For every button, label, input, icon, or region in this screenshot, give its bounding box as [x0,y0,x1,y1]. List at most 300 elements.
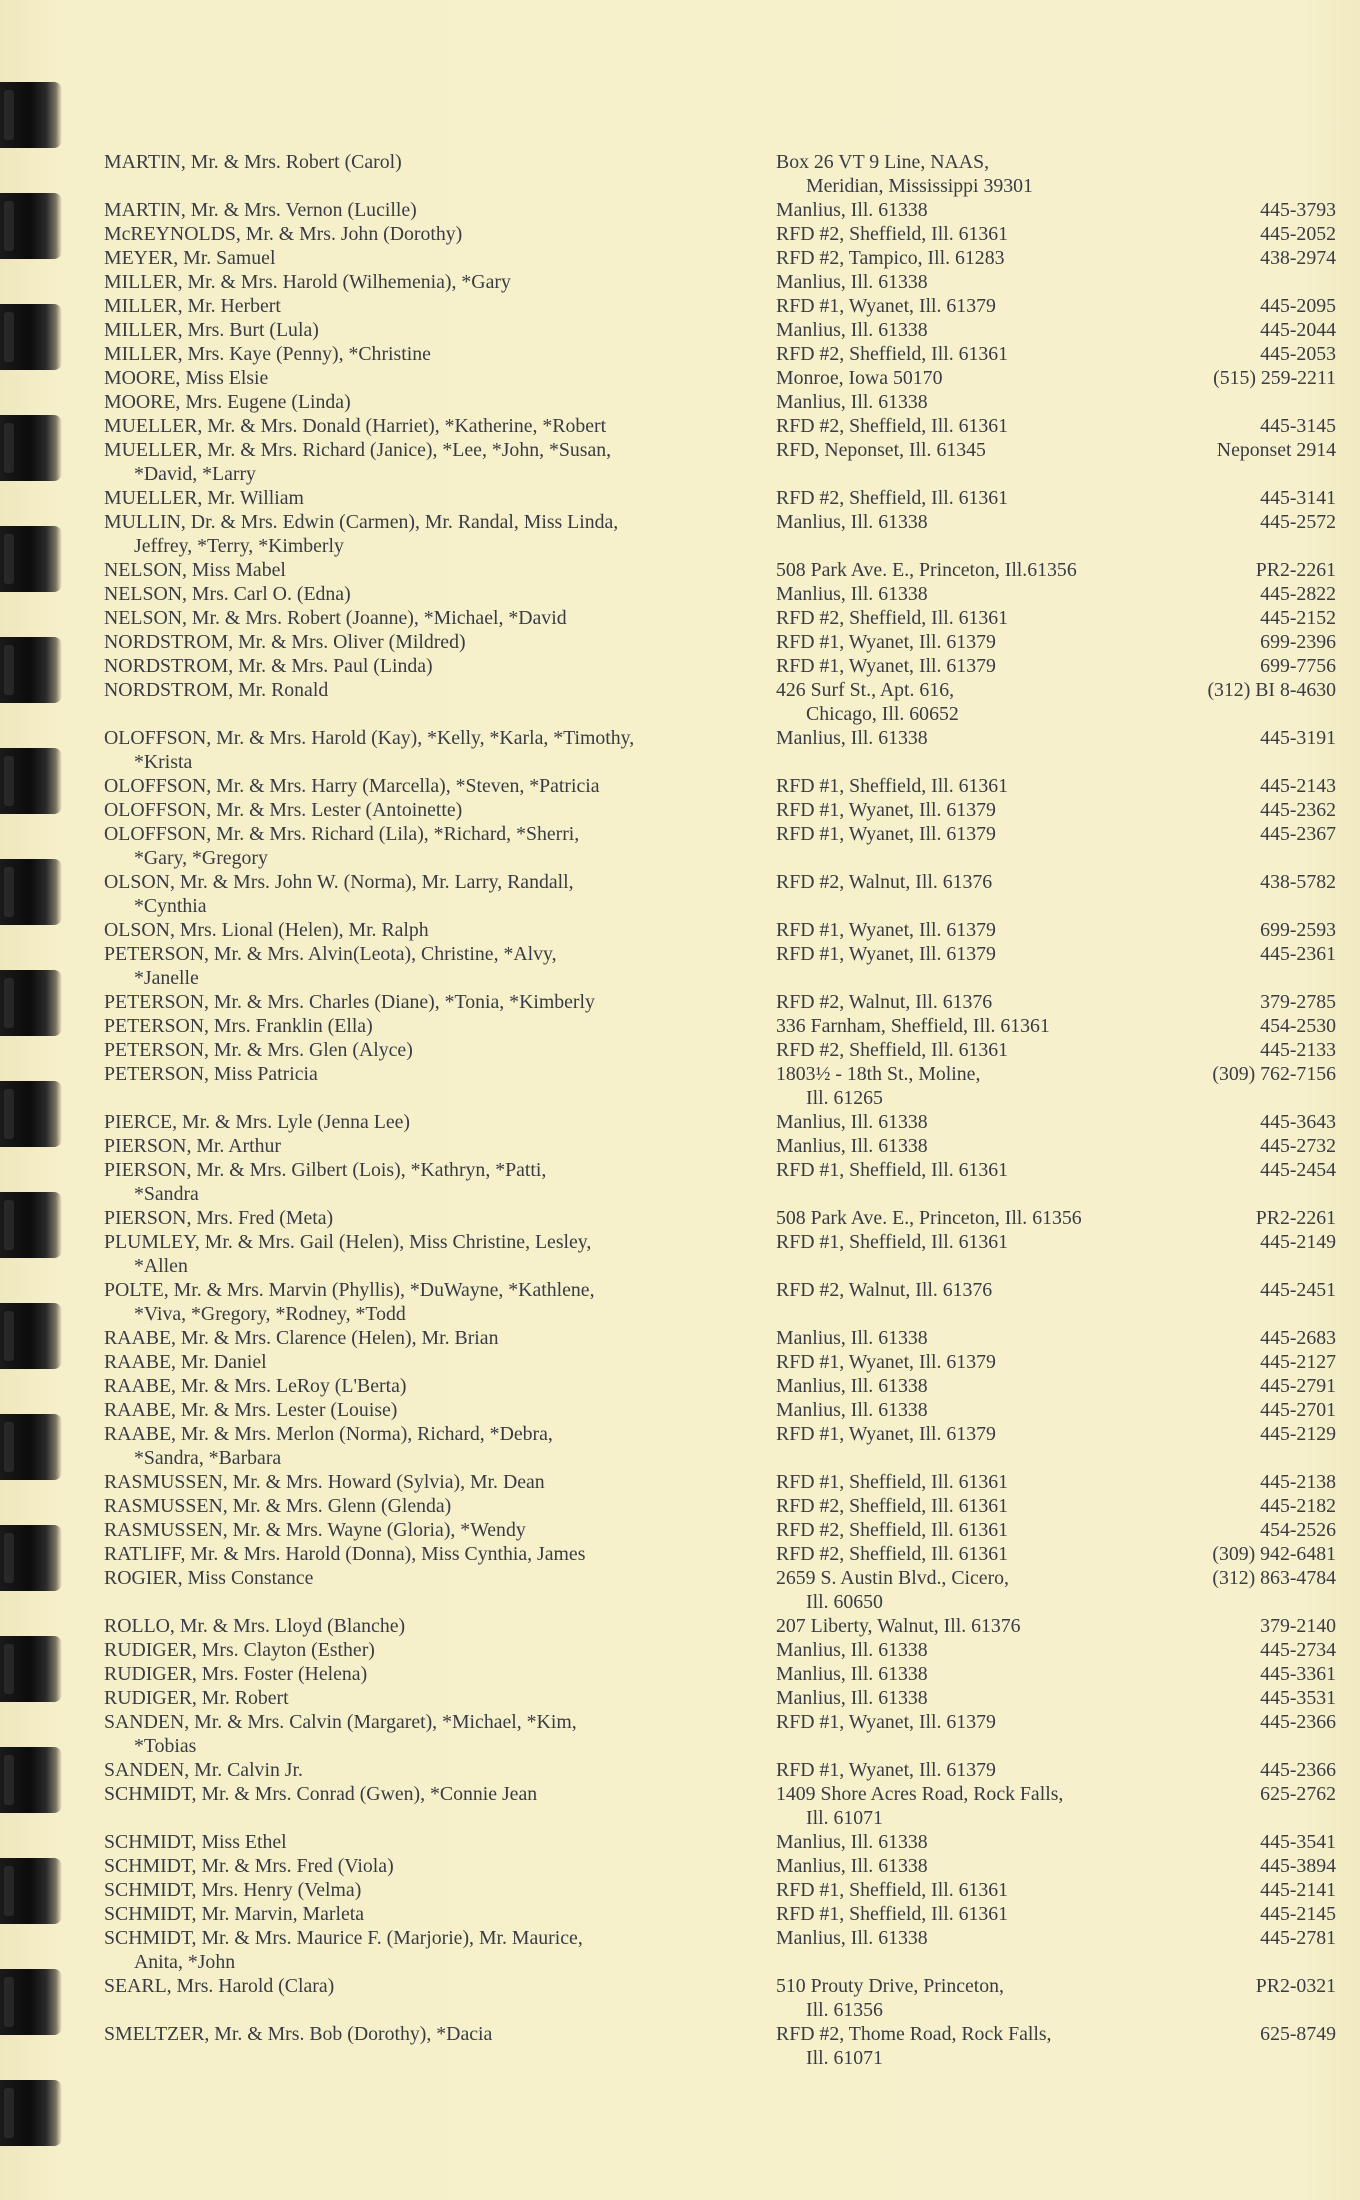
entry-address-continued: Ill. 61071 [806,1807,883,1829]
binding-ring [0,82,62,148]
entry-line [104,894,1336,918]
entry-line [104,174,1336,198]
entry-phone: 445-2145 [1260,1903,1336,1925]
binding-ring [0,859,62,925]
entry-name: MOORE, Miss Elsie [104,367,269,389]
directory-entry [104,1758,1336,1782]
entry-name: PETERSON, Mrs. Franklin (Ella) [104,1015,373,1037]
entry-address-continued: Meridian, Mississippi 39301 [806,175,1033,197]
entry-address: Manlius, Ill. 61338 [776,1111,928,1133]
directory-entry [104,1686,1336,1710]
entry-name: MUELLER, Mr. & Mrs. Donald (Harriet), *Katherine, *Robert [104,415,607,437]
entry-address: RFD #2, Walnut, Ill. 61376 [776,1279,993,1301]
entry-line [104,630,1336,654]
directory-entry [104,654,1336,678]
entry-name-continued: Anita, *John [134,1951,236,1973]
entry-address: Manlius, Ill. 61338 [776,1327,928,1349]
entry-name: NELSON, Miss Mabel [104,559,286,581]
entry-address: Manlius, Ill. 61338 [776,319,928,341]
entry-phone: 445-2781 [1260,1927,1336,1949]
directory-entry [104,246,1336,270]
entry-address: RFD #2, Tampico, Ill. 61283 [776,247,1005,269]
entry-name: SANDEN, Mr. & Mrs. Calvin (Margaret), *Michael, *Kim, [104,1711,577,1733]
entry-line [104,1806,1336,1830]
directory-entry [104,1974,1336,2022]
entry-line [104,1062,1336,1086]
entry-line [104,1614,1336,1638]
entry-address: 508 Park Ave. E., Princeton, Ill.61356 [776,559,1077,581]
entry-name: PLUMLEY, Mr. & Mrs. Gail (Helen), Miss Christine, Lesley, [104,1231,592,1253]
entry-phone: 445-2138 [1260,1471,1336,1493]
directory-entry [104,1494,1336,1518]
entry-line [104,1494,1336,1518]
entry-phone: 445-2367 [1260,823,1336,845]
directory-entry [104,1854,1336,1878]
entry-name: ROLLO, Mr. & Mrs. Lloyd (Blanche) [104,1615,406,1637]
entry-line [104,582,1336,606]
entry-phone: 445-2791 [1260,1375,1336,1397]
entry-name: RUDIGER, Mrs. Foster (Helena) [104,1663,368,1685]
entry-line [104,1134,1336,1158]
entry-name: MILLER, Mr. & Mrs. Harold (Wilhemenia), *Gary [104,271,511,293]
entry-address: RFD #1, Sheffield, Ill. 61361 [776,1159,1009,1181]
directory-entry [104,630,1336,654]
entry-name-continued: *Sandra [134,1183,199,1205]
entry-address: 508 Park Ave. E., Princeton, Ill. 61356 [776,1207,1082,1229]
entry-address: RFD #2, Sheffield, Ill. 61361 [776,1495,1009,1517]
entry-name: SCHMIDT, Mrs. Henry (Velma) [104,1879,362,1901]
binding-ring [0,304,62,370]
entry-address: Box 26 VT 9 Line, NAAS, [776,151,990,173]
binding-ring [0,637,62,703]
entry-line [104,462,1336,486]
entry-name: NORDSTROM, Mr. & Mrs. Oliver (Mildred) [104,631,466,653]
entry-line [104,1686,1336,1710]
entry-name: MILLER, Mrs. Kaye (Penny), *Christine [104,343,431,365]
entry-address: 336 Farnham, Sheffield, Ill. 61361 [776,1015,1050,1037]
entry-phone: (515) 259-2211 [1213,367,1336,389]
entry-line [104,1206,1336,1230]
entry-name: OLOFFSON, Mr. & Mrs. Harry (Marcella), *Steven, *Patricia [104,775,600,797]
entry-address: RFD #2, Sheffield, Ill. 61361 [776,607,1009,629]
entry-phone: 445-2143 [1260,775,1336,797]
entry-name: OLOFFSON, Mr. & Mrs. Lester (Antoinette) [104,799,463,821]
directory-entry [104,1206,1336,1230]
directory-entry [104,606,1336,630]
binding-ring [0,526,62,592]
entry-line [104,486,1336,510]
entry-name: MARTIN, Mr. & Mrs. Robert (Carol) [104,151,402,173]
directory-entry [104,198,1336,222]
entry-phone: 438-5782 [1260,871,1336,893]
entry-name: OLSON, Mrs. Lional (Helen), Mr. Ralph [104,919,429,941]
entry-phone: 445-2129 [1260,1423,1336,1445]
entry-phone: 445-2053 [1260,343,1336,365]
entry-phone: 445-3145 [1260,415,1336,437]
directory-entry [104,1278,1336,1326]
directory-entry [104,1710,1336,1758]
entry-address: Manlius, Ill. 61338 [776,583,928,605]
entry-line [104,150,1336,174]
entry-address: RFD #1, Wyanet, Ill. 61379 [776,1351,996,1373]
entry-address: RFD #2, Sheffield, Ill. 61361 [776,487,1009,509]
directory-entry [104,318,1336,342]
entry-phone: 699-2396 [1260,631,1336,653]
entry-address: Manlius, Ill. 61338 [776,391,928,413]
entry-name-continued: *Tobias [134,1735,197,1757]
entry-line [104,414,1336,438]
entry-name: SMELTZER, Mr. & Mrs. Bob (Dorothy), *Dacia [104,2023,493,2045]
entry-address: Manlius, Ill. 61338 [776,199,928,221]
entry-address: RFD #2, Thome Road, Rock Falls, [776,2023,1052,2045]
entry-name: PIERSON, Mr. & Mrs. Gilbert (Lois), *Kathryn, *Patti, [104,1159,547,1181]
entry-name: SCHMIDT, Miss Ethel [104,1831,287,1853]
directory-entry [104,990,1336,1014]
entry-name-continued: *Sandra, *Barbara [134,1447,282,1469]
binding-ring [0,1525,62,1591]
entry-line [104,798,1336,822]
entry-name: McREYNOLDS, Mr. & Mrs. John (Dorothy) [104,223,463,245]
entry-line [104,1326,1336,1350]
entry-phone: 445-2734 [1260,1639,1336,1661]
binding-ring [0,1747,62,1813]
entry-phone: 445-2152 [1260,607,1336,629]
entry-phone: 445-2366 [1260,1759,1336,1781]
entry-line [104,1638,1336,1662]
entry-name: RAABE, Mr. & Mrs. Clarence (Helen), Mr. Brian [104,1327,499,1349]
entry-line [104,342,1336,366]
entry-address: RFD #1, Wyanet, Ill. 61379 [776,655,996,677]
entry-line [104,1662,1336,1686]
entry-address: Manlius, Ill. 61338 [776,727,928,749]
entry-address: RFD #1, Wyanet, Ill. 61379 [776,799,996,821]
entry-name: RAABE, Mr. Daniel [104,1351,267,1373]
directory-entry [104,1062,1336,1110]
spiral-binding [0,0,62,2200]
entry-name: NORDSTROM, Mr. & Mrs. Paul (Linda) [104,655,433,677]
entry-phone: 379-2785 [1260,991,1336,1013]
entry-name-continued: *Allen [134,1255,188,1277]
entry-line [104,1446,1336,1470]
entry-name: RAABE, Mr. & Mrs. Lester (Louise) [104,1399,398,1421]
binding-ring [0,1636,62,1702]
directory-entry [104,1350,1336,1374]
entry-line [104,390,1336,414]
entry-line [104,1302,1336,1326]
binding-ring [0,1414,62,1480]
entry-line [104,1182,1336,1206]
entry-name: RATLIFF, Mr. & Mrs. Harold (Donna), Miss Cynthia, James [104,1543,586,1565]
entry-line [104,438,1336,462]
entry-name: PIERCE, Mr. & Mrs. Lyle (Jenna Lee) [104,1111,411,1133]
entry-name: RUDIGER, Mrs. Clayton (Esther) [104,1639,375,1661]
directory-entry [104,1926,1336,1974]
entry-address: RFD #1, Wyanet, Ill. 61379 [776,1711,996,1733]
entry-name: MULLIN, Dr. & Mrs. Edwin (Carmen), Mr. Randal, Miss Linda, [104,511,619,533]
entry-address: RFD #1, Wyanet, Ill. 61379 [776,1759,996,1781]
entry-address: RFD #1, Sheffield, Ill. 61361 [776,1903,1009,1925]
entry-name: SCHMIDT, Mr. & Mrs. Maurice F. (Marjorie), Mr. Maurice, [104,1927,583,1949]
entry-line [104,1974,1336,1998]
entry-line [104,1998,1336,2022]
directory-entry [104,1470,1336,1494]
entry-address: Manlius, Ill. 61338 [776,1399,928,1421]
entry-phone: PR2-2261 [1255,559,1336,581]
entry-line [104,1830,1336,1854]
entry-address-continued: Ill. 61071 [806,2047,883,2069]
directory-entry [104,1230,1336,1278]
entry-name-continued: *David, *Larry [134,463,256,485]
entry-address: RFD #1, Sheffield, Ill. 61361 [776,775,1009,797]
binding-ring [0,1303,62,1369]
entry-line [104,774,1336,798]
entry-phone: (309) 762-7156 [1212,1063,1336,1085]
directory-entry [104,942,1336,990]
entry-name: PIERSON, Mr. Arthur [104,1135,281,1157]
entry-line [104,534,1336,558]
entry-phone: 445-3541 [1260,1831,1336,1853]
entry-phone: 445-3141 [1260,487,1336,509]
entry-name: RAABE, Mr. & Mrs. LeRoy (L'Berta) [104,1375,407,1397]
entry-address-continued: Ill. 60650 [806,1591,883,1613]
entry-line [104,2046,1336,2070]
entry-address: Manlius, Ill. 61338 [776,1639,928,1661]
directory-entry [104,1614,1336,1638]
entry-line [104,726,1336,750]
entry-address: RFD #2, Sheffield, Ill. 61361 [776,223,1009,245]
entry-phone: 445-2366 [1260,1711,1336,1733]
entry-phone: 445-2095 [1260,295,1336,317]
binding-ring [0,2080,62,2146]
entry-line [104,1902,1336,1926]
directory-entry [104,2022,1336,2070]
entry-phone: 445-2683 [1260,1327,1336,1349]
entry-line [104,990,1336,1014]
entry-address: Manlius, Ill. 61338 [776,1831,928,1853]
entry-line [104,1398,1336,1422]
entry-name: MEYER, Mr. Samuel [104,247,276,269]
entry-phone: 445-3793 [1260,199,1336,221]
directory-entry [104,870,1336,918]
directory-entry [104,1398,1336,1422]
entry-address: Manlius, Ill. 61338 [776,1855,928,1877]
entry-name: PETERSON, Mr. & Mrs. Alvin(Leota), Christine, *Alvy, [104,943,557,965]
entry-phone: 445-2044 [1260,319,1336,341]
entry-address: Manlius, Ill. 61338 [776,1663,928,1685]
entry-line [104,846,1336,870]
entry-address: RFD #2, Walnut, Ill. 61376 [776,871,993,893]
entry-phone: (312) BI 8-4630 [1207,679,1336,701]
entry-line [104,1374,1336,1398]
entry-address: RFD #2, Sheffield, Ill. 61361 [776,1039,1009,1061]
entry-line [104,1470,1336,1494]
entry-address: 426 Surf St., Apt. 616, [776,679,955,701]
entry-name: NELSON, Mr. & Mrs. Robert (Joanne), *Michael, *David [104,607,567,629]
directory-entry [104,1038,1336,1062]
entry-line [104,318,1336,342]
entry-phone: 445-2362 [1260,799,1336,821]
entry-address: 510 Prouty Drive, Princeton, [776,1975,1005,1997]
binding-ring [0,415,62,481]
entry-address: RFD #1, Sheffield, Ill. 61361 [776,1471,1009,1493]
entry-line [104,510,1336,534]
directory-entry [104,1830,1336,1854]
entry-name: PETERSON, Mr. & Mrs. Charles (Diane), *Tonia, *Kimberly [104,991,595,1013]
entry-line [104,1734,1336,1758]
entry-line [104,918,1336,942]
entry-line [104,1254,1336,1278]
entry-name: MARTIN, Mr. & Mrs. Vernon (Lucille) [104,199,417,221]
entry-line [104,750,1336,774]
entry-line [104,270,1336,294]
directory-entry [104,486,1336,510]
entry-line [104,1710,1336,1734]
binding-ring [0,1969,62,2035]
directory-entry [104,366,1336,390]
directory-entry [104,822,1336,870]
entry-line [104,606,1336,630]
entry-name: MUELLER, Mr. & Mrs. Richard (Janice), *Lee, *John, *Susan, [104,439,612,461]
entry-line [104,294,1336,318]
entry-name-continued: *Cynthia [134,895,207,917]
entry-name: MILLER, Mrs. Burt (Lula) [104,319,319,341]
directory-entry [104,1518,1336,1542]
entry-address: 207 Liberty, Walnut, Ill. 61376 [776,1615,1021,1637]
entry-line [104,1350,1336,1374]
directory-entry [104,1158,1336,1206]
directory-entry [104,558,1336,582]
entry-line [104,1542,1336,1566]
directory-entry [104,1566,1336,1614]
entry-address: RFD #1, Wyanet, Ill. 61379 [776,631,996,653]
binding-ring [0,193,62,259]
entry-phone: 454-2526 [1260,1519,1336,1541]
entry-phone: PR2-0321 [1255,1975,1336,1997]
entry-address: 1409 Shore Acres Road, Rock Falls, [776,1783,1064,1805]
directory-entry [104,1542,1336,1566]
entry-address: Manlius, Ill. 61338 [776,511,928,533]
entry-name: OLSON, Mr. & Mrs. John W. (Norma), Mr. Larry, Randall, [104,871,574,893]
entry-phone: 445-2127 [1260,1351,1336,1373]
entry-phone: 445-2149 [1260,1231,1336,1253]
entry-phone: Neponset 2914 [1216,439,1336,461]
directory-entry [104,390,1336,414]
entry-phone: 445-2141 [1260,1879,1336,1901]
entry-address-continued: Chicago, Ill. 60652 [806,703,959,725]
entry-line [104,822,1336,846]
binding-ring [0,1858,62,1924]
entry-line [104,1878,1336,1902]
entry-line [104,1038,1336,1062]
entry-line [104,1518,1336,1542]
entry-line [104,1110,1336,1134]
entry-phone: 699-7756 [1260,655,1336,677]
binding-ring [0,1192,62,1258]
directory-entry [104,438,1336,486]
directory-entry [104,414,1336,438]
directory-listing [104,150,1336,2070]
entry-name: MOORE, Mrs. Eugene (Linda) [104,391,351,413]
directory-entry [104,1902,1336,1926]
entry-line [104,1950,1336,1974]
entry-name: MILLER, Mr. Herbert [104,295,281,317]
directory-entry [104,270,1336,294]
entry-name-continued: *Krista [134,751,193,773]
entry-phone: 445-2732 [1260,1135,1336,1157]
entry-line [104,966,1336,990]
entry-line [104,870,1336,894]
directory-entry [104,1134,1336,1158]
entry-address: Manlius, Ill. 61338 [776,1687,928,1709]
entry-name: RASMUSSEN, Mr. & Mrs. Wayne (Gloria), *Wendy [104,1519,526,1541]
entry-name: POLTE, Mr. & Mrs. Marvin (Phyllis), *DuWayne, *Kathlene, [104,1279,595,1301]
entry-line [104,1014,1336,1038]
entry-name: PETERSON, Mr. & Mrs. Glen (Alyce) [104,1039,413,1061]
entry-name: OLOFFSON, Mr. & Mrs. Harold (Kay), *Kelly, *Karla, *Timothy, [104,727,635,749]
entry-line [104,366,1336,390]
entry-line [104,654,1336,678]
entry-address: RFD #1, Wyanet, Ill. 61379 [776,919,996,941]
entry-phone: 445-3894 [1260,1855,1336,1877]
entry-address: Manlius, Ill. 61338 [776,271,928,293]
entry-line [104,222,1336,246]
entry-address: RFD #2, Sheffield, Ill. 61361 [776,343,1009,365]
entry-name: RASMUSSEN, Mr. & Mrs. Glenn (Glenda) [104,1495,452,1517]
directory-entry [104,1014,1336,1038]
entry-line [104,678,1336,702]
entry-line [104,246,1336,270]
entry-name-continued: *Gary, *Gregory [134,847,268,869]
entry-address: 2659 S. Austin Blvd., Cicero, [776,1567,1009,1589]
entry-phone: 454-2530 [1260,1015,1336,1037]
entry-name: SANDEN, Mr. Calvin Jr. [104,1759,303,1781]
entry-address: RFD #1, Wyanet, Ill. 61379 [776,943,996,965]
binding-ring [0,1081,62,1147]
directory-entry [104,726,1336,774]
entry-phone: 625-2762 [1260,1783,1336,1805]
directory-entry [104,1374,1336,1398]
entry-phone: (312) 863-4784 [1212,1567,1336,1589]
entry-address: RFD #2, Sheffield, Ill. 61361 [776,1543,1009,1565]
entry-address: Manlius, Ill. 61338 [776,1135,928,1157]
entry-address-continued: Ill. 61356 [806,1999,883,2021]
binding-ring [0,748,62,814]
directory-entry [104,1326,1336,1350]
entry-name: SEARL, Mrs. Harold (Clara) [104,1975,335,1997]
directory-entry [104,798,1336,822]
entry-phone: (309) 942-6481 [1212,1543,1336,1565]
entry-line [104,942,1336,966]
entry-name: RAABE, Mr. & Mrs. Merlon (Norma), Richard, *Debra, [104,1423,553,1445]
entry-line [104,1086,1336,1110]
entry-name: NORDSTROM, Mr. Ronald [104,679,329,701]
entry-phone: 445-2182 [1260,1495,1336,1517]
entry-phone: 699-2593 [1260,919,1336,941]
entry-line [104,1278,1336,1302]
entry-name-continued: *Viva, *Gregory, *Rodney, *Todd [134,1303,406,1325]
entry-address: 1803½ - 18th St., Moline, [776,1063,981,1085]
entry-address: RFD #2, Sheffield, Ill. 61361 [776,1519,1009,1541]
entry-phone: 438-2974 [1260,247,1336,269]
entry-line [104,1422,1336,1446]
entry-line [104,1158,1336,1182]
directory-entry [104,1638,1336,1662]
entry-address: RFD #1, Wyanet, Ill. 61379 [776,1423,996,1445]
entry-address: RFD #2, Walnut, Ill. 61376 [776,991,993,1013]
entry-line [104,1926,1336,1950]
entry-line [104,1758,1336,1782]
entry-address-continued: Ill. 61265 [806,1087,883,1109]
